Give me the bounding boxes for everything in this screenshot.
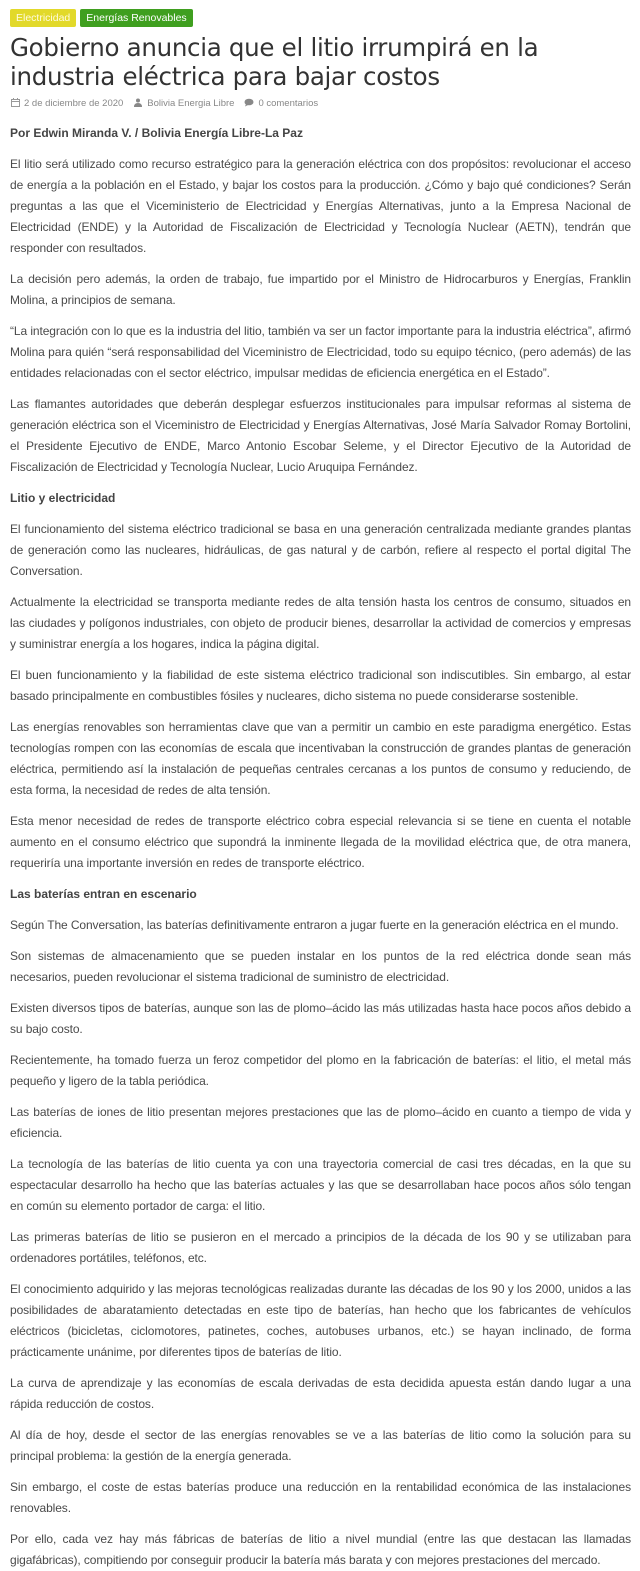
section-heading: Las baterías entran en escenario	[10, 887, 197, 901]
user-icon	[133, 98, 143, 109]
section-heading: Litio y electricidad	[10, 491, 116, 505]
article-paragraph: La tecnología de las baterías de litio cuenta ya con una trayectoria comercial de casi tres décadas, en la que su espectacular desarrollo ha hecho que las baterías actuales y las que se desarrollaban hace pocos años sólo tengan en común su elemento portador de carga: el litio.	[10, 1157, 631, 1213]
article-paragraph: El conocimiento adquirido y las mejoras tecnológicas realizadas durante las décadas de los 90 y los 2000, unidos a las posibilidades de abaratamiento detectadas en este tipo de baterías, han hecho que los fabricantes de vehículos eléctricos (bicicletas, ciclomotores, patinetes, coches, autobuses urbanos, etc.) se hayan inclinado, de forma prácticamente unánime, por diferentes tipos de baterías de litio.	[10, 1282, 631, 1359]
article-paragraph: Al día de hoy, desde el sector de las energías renovables se ve a las baterías de litio como la solución para su principal problema: la gestión de la energía generada.	[10, 1428, 631, 1463]
category-tags	[10, 9, 631, 27]
article-paragraph: Las primeras baterías de litio se pusieron en el mercado a principios de la década de los 90 y se utilizaban para ordenadores portátiles, teléfonos, etc.	[10, 1230, 631, 1265]
article-paragraph: Son sistemas de almacenamiento que se pueden instalar en los puntos de la red eléctrica donde sean más necesarios, pueden revolucionar el sistema tradicional de suministro de electricidad.	[10, 949, 631, 984]
article-byline: Por Edwin Miranda V. / Bolivia Energía Libre-La Paz	[10, 126, 303, 140]
meta-comments-text: 0 comentarios	[258, 97, 319, 109]
article-meta	[10, 95, 631, 111]
article-paragraph: El litio será utilizado como recurso estratégico para la generación eléctrica con dos propósitos: revolucionar el acceso de energía a la población en el Estado, y bajar los costos para la producción. ¿Cómo y bajo qué condiciones? Serán preguntas a las que el Viceministerio de Electricidad y Energías Alternativas, junto a la Empresa Nacional de Electricidad (ENDE) y la Autoridad de Fiscalización de Electricidad y Tecnología Nuclear (AETN), tendrán que responder con resultados.	[10, 157, 631, 255]
article-paragraph: Según The Conversation, las baterías definitivamente entraron a jugar fuerte en la generación eléctrica en el mundo.	[10, 918, 619, 932]
article-title: Gobierno anuncia que el litio irrumpirá en la industria eléctrica para bajar costos	[10, 33, 539, 91]
article-paragraph: Recientemente, ha tomado fuerza un feroz competidor del plomo en la fabricación de baterías: el litio, el metal más pequeño y ligero de la tabla periódica.	[10, 1053, 631, 1088]
article-paragraph: Actualmente la electricidad se transporta mediante redes de alta tensión hasta los centros de consumo, situados en las ciudades y polígonos industriales, con objeto de producir bienes, desarrollar la actividad de comercios y empresas y suministrar energía a los hogares, indica la página digital.	[10, 595, 631, 651]
article-paragraph: Sin embargo, el coste de estas baterías produce una reducción en la rentabilidad económica de las instalaciones renovables.	[10, 1480, 631, 1515]
article-paragraph: El buen funcionamiento y la fiabilidad de este sistema eléctrico tradicional son indiscutibles. Sin embargo, al estar basado principalmente en combustibles fósiles y nucleares, dicho sistema no puede considerarse sostenible.	[10, 668, 631, 703]
tag-energias-renovables[interactable]: Energías Renovables	[80, 9, 192, 27]
article-paragraph: Por ello, cada vez hay más fábricas de baterías de litio a nivel mundial (entre las que destacan las llamadas gigafábricas), compitiendo por conseguir producir la batería más barata y con mejores prestaciones del mercado.	[10, 1532, 631, 1567]
article-body	[10, 154, 631, 1571]
meta-date-text: 2 de diciembre de 2020	[24, 97, 124, 109]
article-paragraph: Esta menor necesidad de redes de transporte eléctrico cobra especial relevancia si se tiene en cuenta el notable aumento en el consumo eléctrico que supondrá la inminente llegada de la movilidad eléctrica que, de otra manera, requeriría una importante inversión en redes de transporte eléctrico.	[10, 814, 631, 870]
calendar-icon	[10, 98, 20, 109]
article-paragraph: Las baterías de iones de litio presentan mejores prestaciones que las de plomo–ácido en cuanto a tiempo de vida y eficiencia.	[10, 1105, 631, 1140]
tag-electricidad[interactable]: Electricidad	[10, 9, 76, 27]
article-paragraph: La curva de aprendizaje y las economías de escala derivadas de esta decidida apuesta están dando lugar a una rápida reducción de costos.	[10, 1376, 631, 1411]
article-paragraph: “La integración con lo que es la industria del litio, también va ser un factor importante para la industria eléctrica”, afirmó Molina para quién “será responsabilidad del Viceministro de Electricidad, todo su equipo técnico, (pero además) de las entidades relacionadas con el sector eléctrico, impulsar medidas de eficiencia energética en el Estado”.	[10, 324, 631, 380]
meta-author[interactable]	[133, 98, 234, 109]
meta-author-text: Bolivia Energia Libre	[147, 97, 235, 109]
article-paragraph: Las flamantes autoridades que deberán desplegar esfuerzos institucionales para impulsar reformas al sistema de generación eléctrica son el Viceministro de Electricidad y Energías Alternativas, José María Salvador Romay Bortolini, el Presidente Ejecutivo de ENDE, Marco Antonio Escobar Seleme, y el Director Ejecutivo de la Autoridad de Fiscalización de Electricidad y Tecnología Nuclear, Lucio Aruquipa Fernández.	[10, 397, 631, 474]
meta-comments[interactable]	[244, 98, 318, 109]
comment-icon	[244, 98, 254, 109]
article-paragraph: Las energías renovables son herramientas clave que van a permitir un cambio en este paradigma energético. Estas tecnologías rompen con las economías de escala que incentivaban la construcción de grandes plantas de generación eléctrica, permitiendo así la instalación de pequeñas centrales cercanas a los puntos de consumo y reduciendo, de esta forma, la necesidad de redes de alta tensión.	[10, 720, 631, 797]
article-paragraph: Existen diversos tipos de baterías, aunque son las de plomo–ácido las más utilizadas hasta hace pocos años debido a su bajo costo.	[10, 1001, 631, 1036]
article-paragraph: La decisión pero además, la orden de trabajo, fue impartido por el Ministro de Hidrocarburos y Energías, Franklin Molina, a principios de semana.	[10, 272, 631, 307]
meta-date[interactable]	[10, 98, 123, 109]
article-paragraph: El funcionamiento del sistema eléctrico tradicional se basa en una generación centralizada mediante grandes plantas de generación como las nucleares, hidráulicas, de gas natural y de carbón, refiere al respecto el portal digital The Conversation.	[10, 522, 631, 578]
